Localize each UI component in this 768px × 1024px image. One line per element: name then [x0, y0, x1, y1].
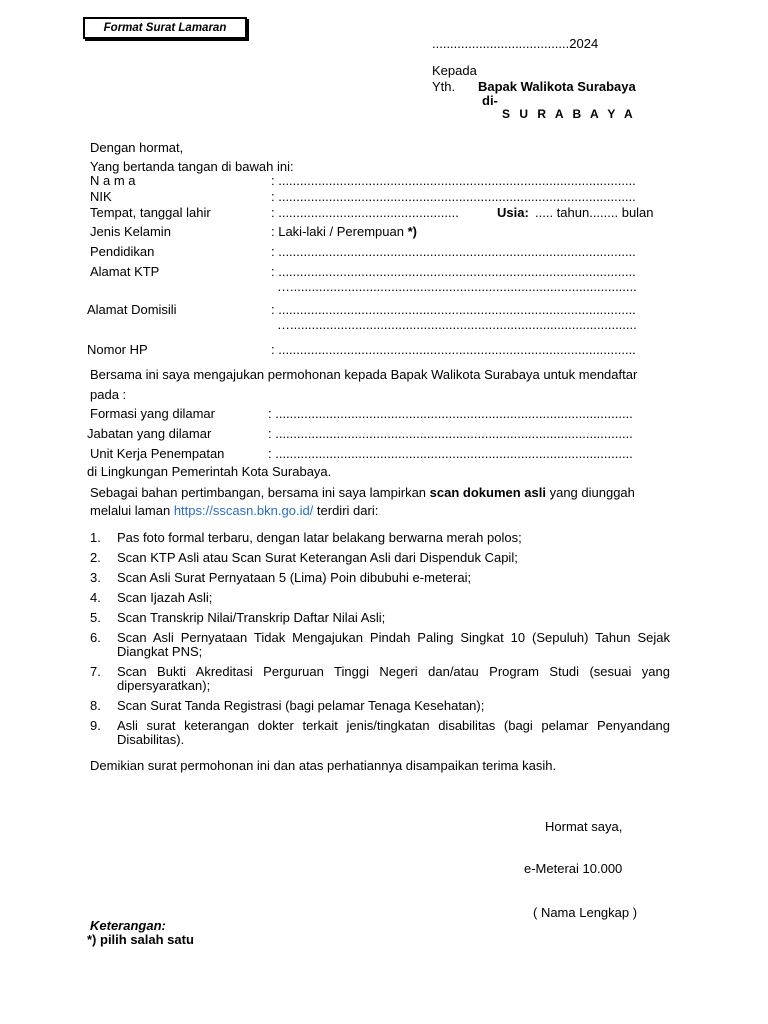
list-item-text: Scan Surat Tanda Registrasi (bagi pelamar Tenaga Kesehatan); [117, 698, 485, 713]
list-item-text: Scan Ijazah Asli; [117, 590, 213, 605]
list-item-text: Pas foto formal terbaru, dengan latar belakang berwarna merah polos; [117, 530, 522, 545]
usia-label: Usia: [497, 205, 529, 220]
alamat-domisili-value-2: …................................................................................................ [277, 317, 637, 332]
jenis-kelamin-options: : Laki-laki / Perempuan [271, 224, 408, 239]
jabatan-label: Jabatan yang dilamar [87, 426, 212, 441]
pendidikan-label: Pendidikan [90, 244, 155, 259]
list-item-number: 3. [90, 570, 101, 585]
request-line-2: pada : [90, 387, 127, 402]
ttl-value: : .................................................. [271, 205, 459, 220]
alamat-ktp-value-2: …................................................................................................ [277, 279, 637, 294]
keterangan-note: *) pilih salah satu [87, 932, 194, 947]
list-item-number: 1. [90, 530, 101, 545]
hormat-saya: Hormat saya, [545, 819, 623, 834]
nomor-hp-label: Nomor HP [87, 342, 148, 357]
jenis-kelamin-value [271, 224, 417, 239]
list-item-text: Scan Asli Surat Pernyataan 5 (Lima) Poin dibubuhi e-meterai; [117, 570, 472, 585]
usia-value: ..... tahun........ bulan [535, 205, 654, 220]
attachments-intro2-b: terdiri dari: [313, 503, 379, 518]
lingkungan-text: di Lingkungan Pemerintah Kota Surabaya. [87, 464, 332, 479]
list-item-text: Scan Transkrip Nilai/Transkrip Daftar Nilai Asli; [117, 610, 386, 625]
recipient-name: Bapak Walikota Surabaya [478, 79, 636, 94]
nik-value: : ................................................................................................... [271, 189, 636, 204]
alamat-domisili-label: Alamat Domisili [87, 302, 177, 317]
unit-kerja-label: Unit Kerja Penempatan [90, 446, 225, 461]
sscasn-link[interactable]: https://sscasn.bkn.go.id/ [173, 503, 314, 518]
list-item-text: Scan KTP Asli atau Scan Surat Keterangan Asli dari Dispenduk Capil; [117, 550, 518, 565]
yth-label: Yth. [432, 79, 456, 94]
di-label: di- [482, 93, 498, 108]
attachments-intro-2 [90, 503, 378, 518]
pendidikan-value: : ................................................................................................... [271, 244, 636, 259]
alamat-ktp-value: : ................................................................................................... [271, 264, 636, 279]
list-item-number: 7. [90, 664, 101, 679]
format-label: Format Surat Lamaran [83, 17, 247, 39]
keterangan-label: Keterangan: [90, 918, 166, 933]
ttl-label: Tempat, tanggal lahir [90, 205, 211, 220]
attachments-intro-b: yang diunggah [545, 485, 635, 500]
list-item-number: 2. [90, 550, 101, 565]
choice-mark: *) [407, 224, 417, 239]
city-name: S U R A B A Y A [502, 107, 636, 121]
nama-lengkap-placeholder: ( Nama Lengkap ) [533, 905, 638, 920]
list-item-number: 9. [90, 718, 101, 733]
unit-kerja-value: : ................................................................................................... [268, 446, 633, 461]
jabatan-value: : ................................................................................................... [268, 426, 633, 441]
kepada-label: Kepada [432, 63, 477, 78]
attachments-intro [90, 485, 635, 500]
list-item-number: 8. [90, 698, 101, 713]
e-meterai-label: e-Meterai 10.000 [524, 861, 623, 876]
closing-text: Demikian surat permohonan ini dan atas perhatiannya disampaikan terima kasih. [90, 758, 557, 773]
salutation: Dengan hormat, [90, 140, 184, 155]
scan-dokumen-asli: scan dokumen asli [429, 485, 546, 500]
list-item-number: 5. [90, 610, 101, 625]
jenis-kelamin-label: Jenis Kelamin [90, 224, 171, 239]
attachments-intro-a: Sebagai bahan pertimbangan, bersama ini saya lampirkan [90, 485, 430, 500]
formasi-label: Formasi yang dilamar [90, 406, 215, 421]
list-item-text: Scan Bukti Akreditasi Perguruan Tinggi Negeri dan/atau Program Studi (sesuai yang dipersyaratkan); [117, 664, 670, 693]
request-line-1: Bersama ini saya mengajukan permohonan kepada Bapak Walikota Surabaya untuk mendaftar [90, 367, 638, 382]
intro-text: Yang bertanda tangan di bawah ini: [90, 159, 294, 174]
alamat-domisili-value: : ................................................................................................... [271, 302, 636, 317]
list-item-number: 4. [90, 590, 101, 605]
list-item-text: Asli surat keterangan dokter terkait jenis/tingkatan disabilitas (bagi pelamar Penyandang Disabilitas). [117, 718, 670, 747]
nama-label: N a m a [90, 173, 136, 188]
nik-label: NIK [90, 189, 112, 204]
attachments-intro2-a: melalui laman [90, 503, 174, 518]
date-line: ......................................2024 [432, 36, 599, 51]
alamat-ktp-label: Alamat KTP [90, 264, 160, 279]
nama-value: : ................................................................................................... [271, 173, 636, 188]
nomor-hp-value: : ................................................................................................... [271, 342, 636, 357]
list-item-text: Scan Asli Pernyataan Tidak Mengajukan Pindah Paling Singkat 10 (Sepuluh) Tahun Sejak Diangkat PNS; [117, 630, 670, 659]
list-item-number: 6. [90, 630, 101, 645]
formasi-value: : ................................................................................................... [268, 406, 633, 421]
